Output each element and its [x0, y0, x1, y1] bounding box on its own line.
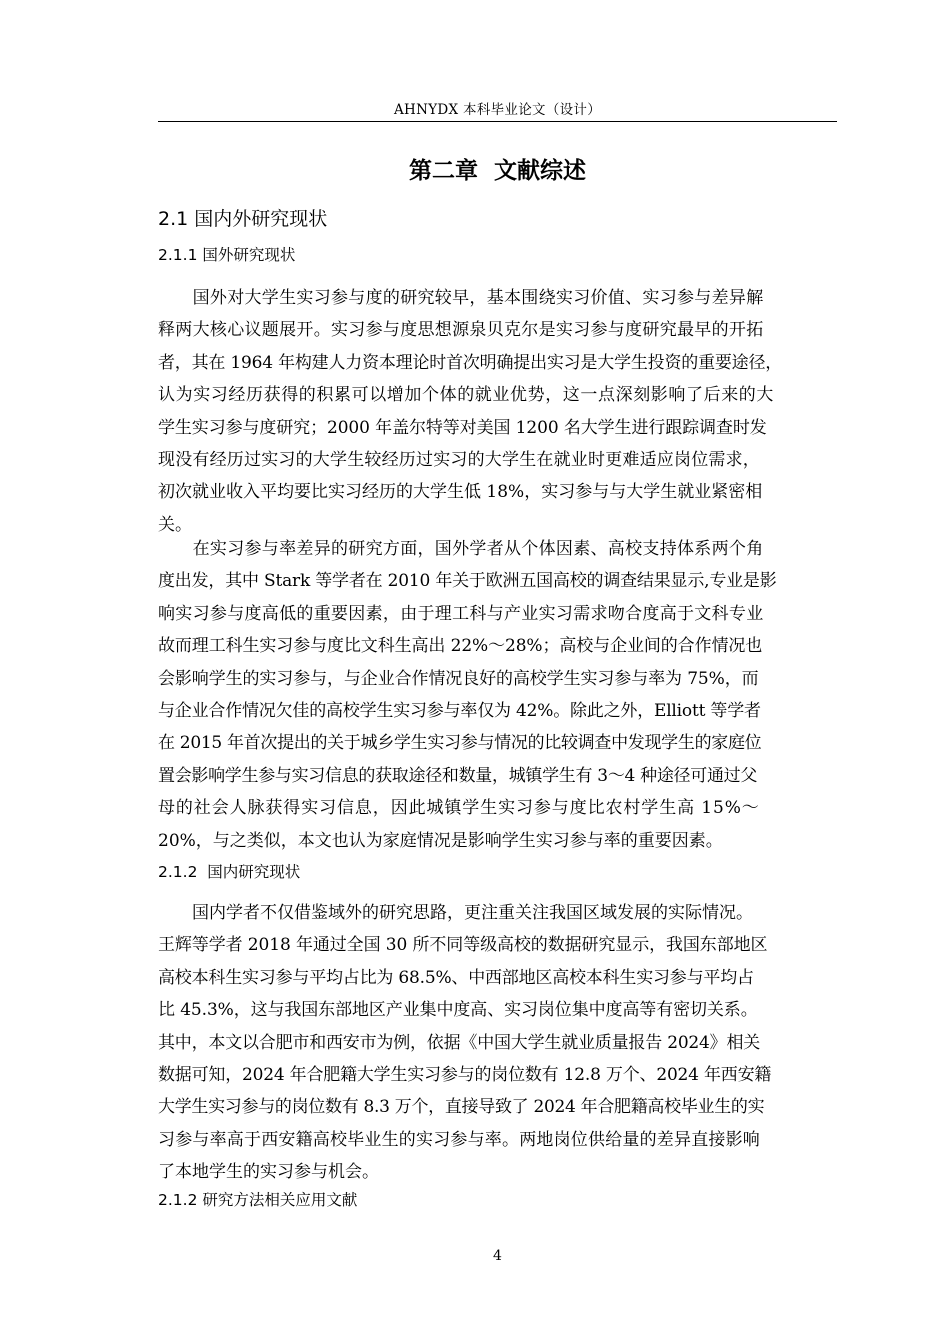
paragraph-line: 会影响学生的实习参与，与企业合作情况良好的高校学生实习参与率为 75%，而 [158, 668, 759, 689]
paragraph-line: 学生实习参与度研究；2000 年盖尔特等对美国 1200 名大学生进行跟踪调查时发 [158, 417, 767, 438]
paragraph-line: 释两大核心议题展开。实习参与度思想源泉贝克尔是实习参与度研究最早的开拓 [158, 320, 764, 341]
paragraph-line: 其中，本文以合肥市和西安市为例，依据《中国大学生就业质量报告 2024》相关 [158, 1032, 761, 1053]
page-number: 4 [493, 1248, 502, 1264]
paragraph-line: 初次就业收入平均要比实习经历的大学生低 18%，实习参与与大学生就业紧密相 [158, 482, 763, 503]
paragraph-line: 在 2015 年首次提出的关于城乡学生实习参与情况的比较调查中发现学生的家庭位 [158, 733, 762, 754]
paragraph-line: 故而理工科生实习参与度比文科生高出 22%～28%；高校与企业间的合作情况也 [158, 636, 763, 657]
paragraph-domestic-1 [158, 897, 837, 1189]
paragraph-line: 大学生实习参与的岗位数有 8.3 万个，直接导致了 2024 年合肥籍高校毕业生的实 [158, 1097, 765, 1118]
subsection-heading-foreign: 2.1.1 国外研究现状 [158, 246, 296, 264]
paragraph-line: 现没有经历过实习的大学生较经历过实习的大学生在就业时更难适应岗位需求， [158, 450, 760, 471]
subsection-heading-domestic: 2.1.2 国内研究现状 [158, 863, 301, 881]
paragraph-line: 响实习参与度高低的重要因素，由于理工科与产业实习需求吻合度高于文科专业 [158, 603, 764, 624]
section-heading: 2.1 国内外研究现状 [158, 208, 328, 230]
paragraph-line: 了本地学生的实习参与机会。 [158, 1162, 379, 1183]
paragraph-line: 置会影响学生参与实习信息的获取途径和数量，城镇学生有 3～4 种途径可通过父 [158, 765, 758, 786]
paragraph-line: 者，其在 1964 年构建人力资本理论时首次明确提出实习是大学生投资的重要途径， [158, 352, 783, 373]
paragraph-line: 在实习参与率差异的研究方面，国外学者从个体因素、高校支持体系两个角 [158, 539, 764, 559]
paragraph-line: 度出发，其中 Stark 等学者在 2010 年关于欧洲五国高校的调查结果显示,专业是影 [158, 571, 777, 592]
paragraph-foreign-2 [158, 533, 837, 857]
paragraph-line: 母的社会人脉获得实习信息，因此城镇学生实习参与度比农村学生高 15%～ [158, 798, 760, 819]
paragraph-line: 国外对大学生实习参与度的研究较早，基本围绕实习价值、实习参与差异解 [158, 288, 764, 308]
paragraph-line: 数据可知，2024 年合肥籍大学生实习参与的岗位数有 12.8 万个、2024 年西安籍 [158, 1065, 772, 1086]
paragraph-line: 关。 [158, 514, 192, 535]
paragraph-line: 认为实习经历获得的积累可以增加个体的就业优势，这一点深刻影响了后来的大 [158, 385, 774, 406]
running-header: AHNYDX 本科毕业论文（设计） [393, 102, 602, 118]
paragraph-line: 王辉等学者 2018 年通过全国 30 所不同等级高校的数据研究显示，我国东部地区 [158, 935, 768, 956]
subsection-heading-methods: 2.1.2 研究方法相关应用文献 [158, 1191, 358, 1209]
paragraph-line: 习参与率高于西安籍高校毕业生的实习参与率。两地岗位供给量的差异直接影响 [158, 1129, 760, 1150]
paragraph-line: 与企业合作情况欠佳的高校学生实习参与率仅为 42%。除此之外，Elliott 等学者 [158, 701, 761, 722]
paragraph-foreign-1 [158, 282, 837, 541]
paragraph-line: 高校本科生实习参与平均占比为 68.5%、中西部地区高校本科生实习参与平均占 [158, 967, 754, 988]
paragraph-line: 20%，与之类似，本文也认为家庭情况是影响学生实习参与率的重要因素。 [158, 830, 723, 851]
paragraph-line: 比 45.3%，这与我国东部地区产业集中度高、实习岗位集中度高等有密切关系。 [158, 1000, 758, 1021]
chapter-title: 第二章 文献综述 [408, 158, 586, 184]
header-rule [158, 121, 837, 122]
paragraph-line: 国内学者不仅借鉴域外的研究思路，更注重关注我国区域发展的实际情况。 [158, 903, 753, 923]
